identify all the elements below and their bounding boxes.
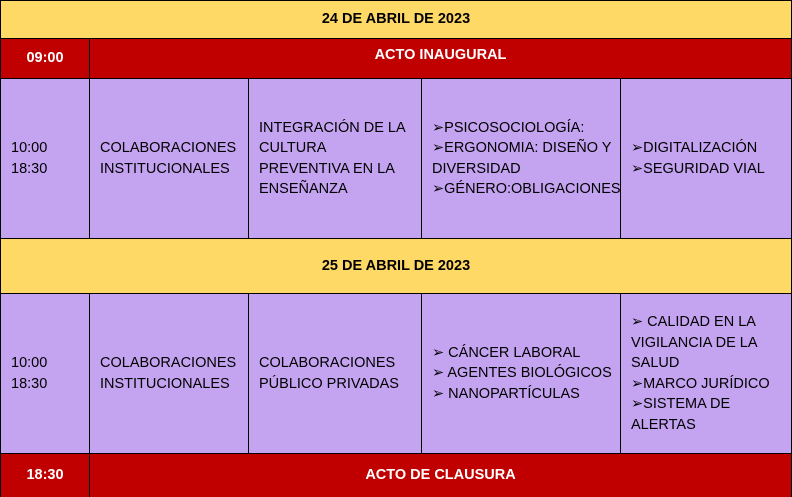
- bullet-item: ➢SISTEMA DE: [631, 396, 731, 412]
- session-row-day2: [0, 294, 792, 454]
- closing-row: [0, 454, 792, 497]
- opening-time: 09:00: [0, 39, 90, 79]
- session-col4-day1: [621, 79, 792, 239]
- time-start: 10:00: [11, 140, 48, 156]
- bullet-item: ➢GÉNERO:OBLIGACIONES: [432, 181, 621, 197]
- session-col1-day1: [90, 79, 249, 239]
- bullet-item: ➢ NANOPARTÍCULAS: [432, 385, 580, 402]
- session-time-day2: [0, 294, 90, 454]
- session-col4-day2: [621, 294, 792, 454]
- bullet-item: ➢ AGENTES BIOLÓGICOS: [432, 365, 612, 382]
- time-end: 18:30: [11, 375, 48, 392]
- session-col2-day2: [249, 294, 422, 454]
- cell-text: INSTITUCIONALES: [100, 375, 230, 392]
- bullet-item: ➢DIGITALIZACIÓN: [631, 140, 758, 156]
- opening-title: ACTO INAUGURAL: [90, 39, 792, 79]
- bullet-item: ➢MARCO JURÍDICO: [631, 375, 770, 392]
- bullet-item: SALUD: [631, 355, 680, 371]
- bullet-item: ➢SEGURIDAD VIAL: [631, 160, 765, 177]
- session-time-day1: [0, 79, 90, 239]
- bullet-item: ALERTAS: [631, 416, 696, 433]
- cell-text: ENSEÑANZA: [259, 181, 348, 197]
- session-col2-day1: [249, 79, 422, 239]
- time-start: 10:00: [11, 355, 48, 371]
- session-row-day1: [0, 79, 792, 239]
- bullet-item: VIGILANCIA DE LA: [631, 334, 758, 351]
- cell-text: INTEGRACIÓN DE LA: [259, 119, 406, 136]
- cell-text: COLABORACIONES: [100, 355, 237, 371]
- session-col3-day2: [422, 294, 621, 454]
- bullet-item: DIVERSIDAD: [432, 160, 521, 177]
- cell-text: INSTITUCIONALES: [100, 160, 230, 177]
- session-col3-day1: [422, 79, 621, 239]
- cell-text: PREVENTIVA EN LA: [259, 160, 395, 177]
- date-label-day1: 24 DE ABRIL DE 2023: [0, 0, 792, 39]
- opening-row: [0, 39, 792, 79]
- date-row-day2: [0, 239, 792, 294]
- cell-text: CULTURA: [259, 140, 327, 156]
- bullet-item: ➢ CÁNCER LABORAL: [432, 344, 581, 361]
- cell-text: COLABORACIONES: [259, 355, 396, 371]
- bullet-item: ➢ERGONOMIA: DISEÑO Y: [432, 140, 612, 156]
- session-col1-day2: [90, 294, 249, 454]
- closing-time: 18:30: [0, 454, 90, 497]
- bullet-item: ➢PSICOSOCIOLOGÍA:: [432, 119, 585, 136]
- bullet-item: ➢ CALIDAD EN LA: [631, 314, 756, 330]
- closing-title: ACTO DE CLAUSURA: [90, 454, 792, 497]
- date-row-day1: [0, 0, 792, 39]
- cell-text: PÚBLICO PRIVADAS: [259, 375, 399, 392]
- date-label-day2: 25 DE ABRIL DE 2023: [0, 239, 792, 294]
- time-end: 18:30: [11, 160, 48, 177]
- cell-text: COLABORACIONES: [100, 140, 237, 156]
